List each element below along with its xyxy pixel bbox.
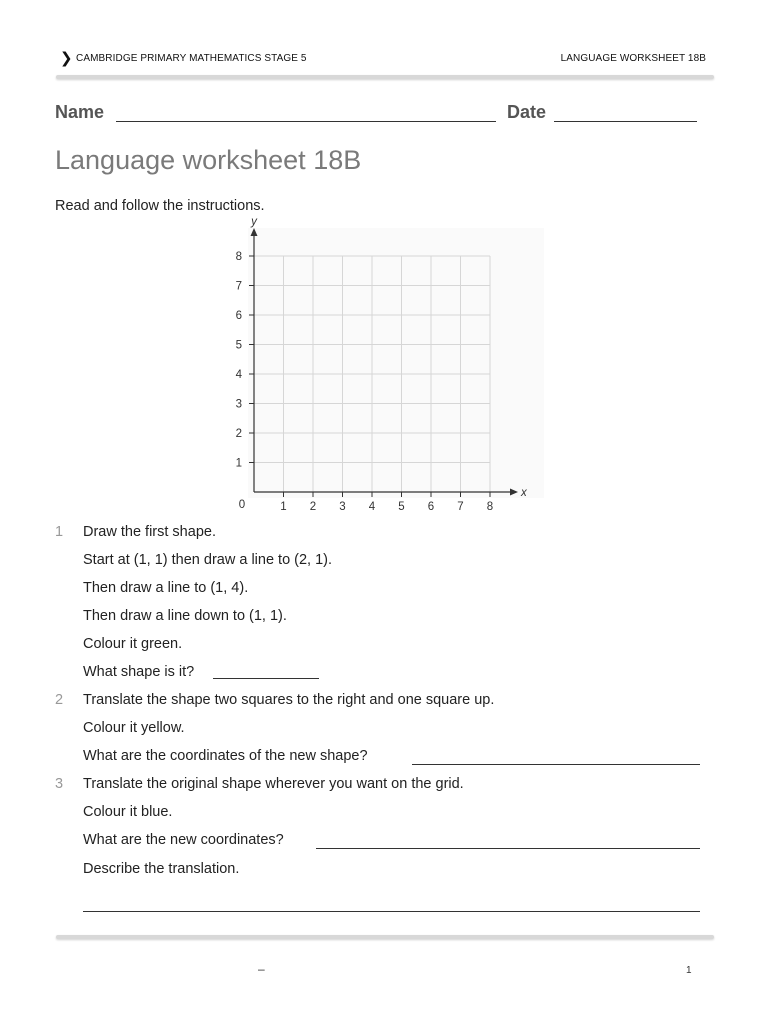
header-worksheet-title: LANGUAGE WORKSHEET 18B [560, 53, 706, 64]
question-2-line-2: Colour it yellow. [83, 720, 185, 736]
answer-line-coordinates[interactable] [412, 764, 700, 765]
origin-label: 0 [238, 499, 246, 511]
y-tick-label: 2 [235, 428, 242, 440]
x-tick-label: 5 [398, 501, 405, 513]
header-course-title: CAMBRIDGE PRIMARY MATHEMATICS STAGE 5 [76, 53, 307, 64]
question-number-3: 3 [55, 776, 64, 792]
x-axis-label: x [521, 487, 527, 499]
question-3-line-3: What are the new coordinates? [83, 832, 284, 848]
question-3-line-1: Translate the original shape wherever you want on the grid. [83, 776, 464, 792]
instructions-text: Read and follow the instructions. [55, 198, 265, 214]
question-1-line-4: Then draw a line down to (1, 1). [83, 608, 287, 624]
question-1-line-2: Start at (1, 1) then draw a line to (2, 1). [83, 552, 333, 568]
y-tick-label: 7 [235, 280, 242, 293]
question-1-line-3: Then draw a line to (1, 4). [83, 580, 249, 596]
y-tick-label: 5 [235, 339, 242, 352]
y-axis-label: y [251, 216, 257, 228]
question-1-line-5: Colour it green. [83, 636, 183, 652]
question-number-2: 2 [55, 692, 64, 708]
date-label: Date [507, 102, 547, 122]
page-title: Language worksheet 18B [55, 145, 362, 175]
question-3-line-4: Describe the translation. [83, 861, 240, 877]
y-tick-label: 8 [235, 251, 242, 263]
question-2-line-3: What are the coordinates of the new shape? [83, 748, 368, 764]
answer-line-new-coordinates[interactable] [316, 848, 700, 849]
y-tick-label: 1 [235, 457, 242, 470]
y-tick-label: 4 [235, 369, 242, 381]
question-number-1: 1 [55, 524, 64, 540]
question-1-line-6: What shape is it? [83, 664, 195, 680]
page-number: 1 [686, 965, 692, 976]
x-tick-label: 6 [427, 501, 435, 513]
question-3-line-2: Colour it blue. [83, 804, 173, 820]
answer-line-shape[interactable] [213, 678, 319, 679]
footer-rule [56, 935, 714, 939]
question-2-line-1: Translate the shape two squares to the right and one square up. [83, 692, 495, 708]
x-tick-label: 2 [309, 501, 317, 513]
x-tick-label: 1 [280, 501, 287, 513]
y-tick-label: 6 [235, 310, 242, 322]
footer-dash: – [258, 962, 265, 976]
x-tick-label: 7 [457, 501, 464, 513]
name-label: Name [55, 102, 105, 122]
x-tick-label: 4 [368, 501, 376, 513]
question-1-line-1: Draw the first shape. [83, 524, 216, 540]
x-tick-label: 8 [486, 501, 494, 513]
y-tick-label: 3 [235, 398, 242, 411]
grid-background [248, 228, 544, 498]
chevron-right-icon: ❯ [60, 50, 73, 67]
answer-line-description[interactable] [83, 911, 700, 912]
x-tick-label: 3 [339, 501, 346, 513]
